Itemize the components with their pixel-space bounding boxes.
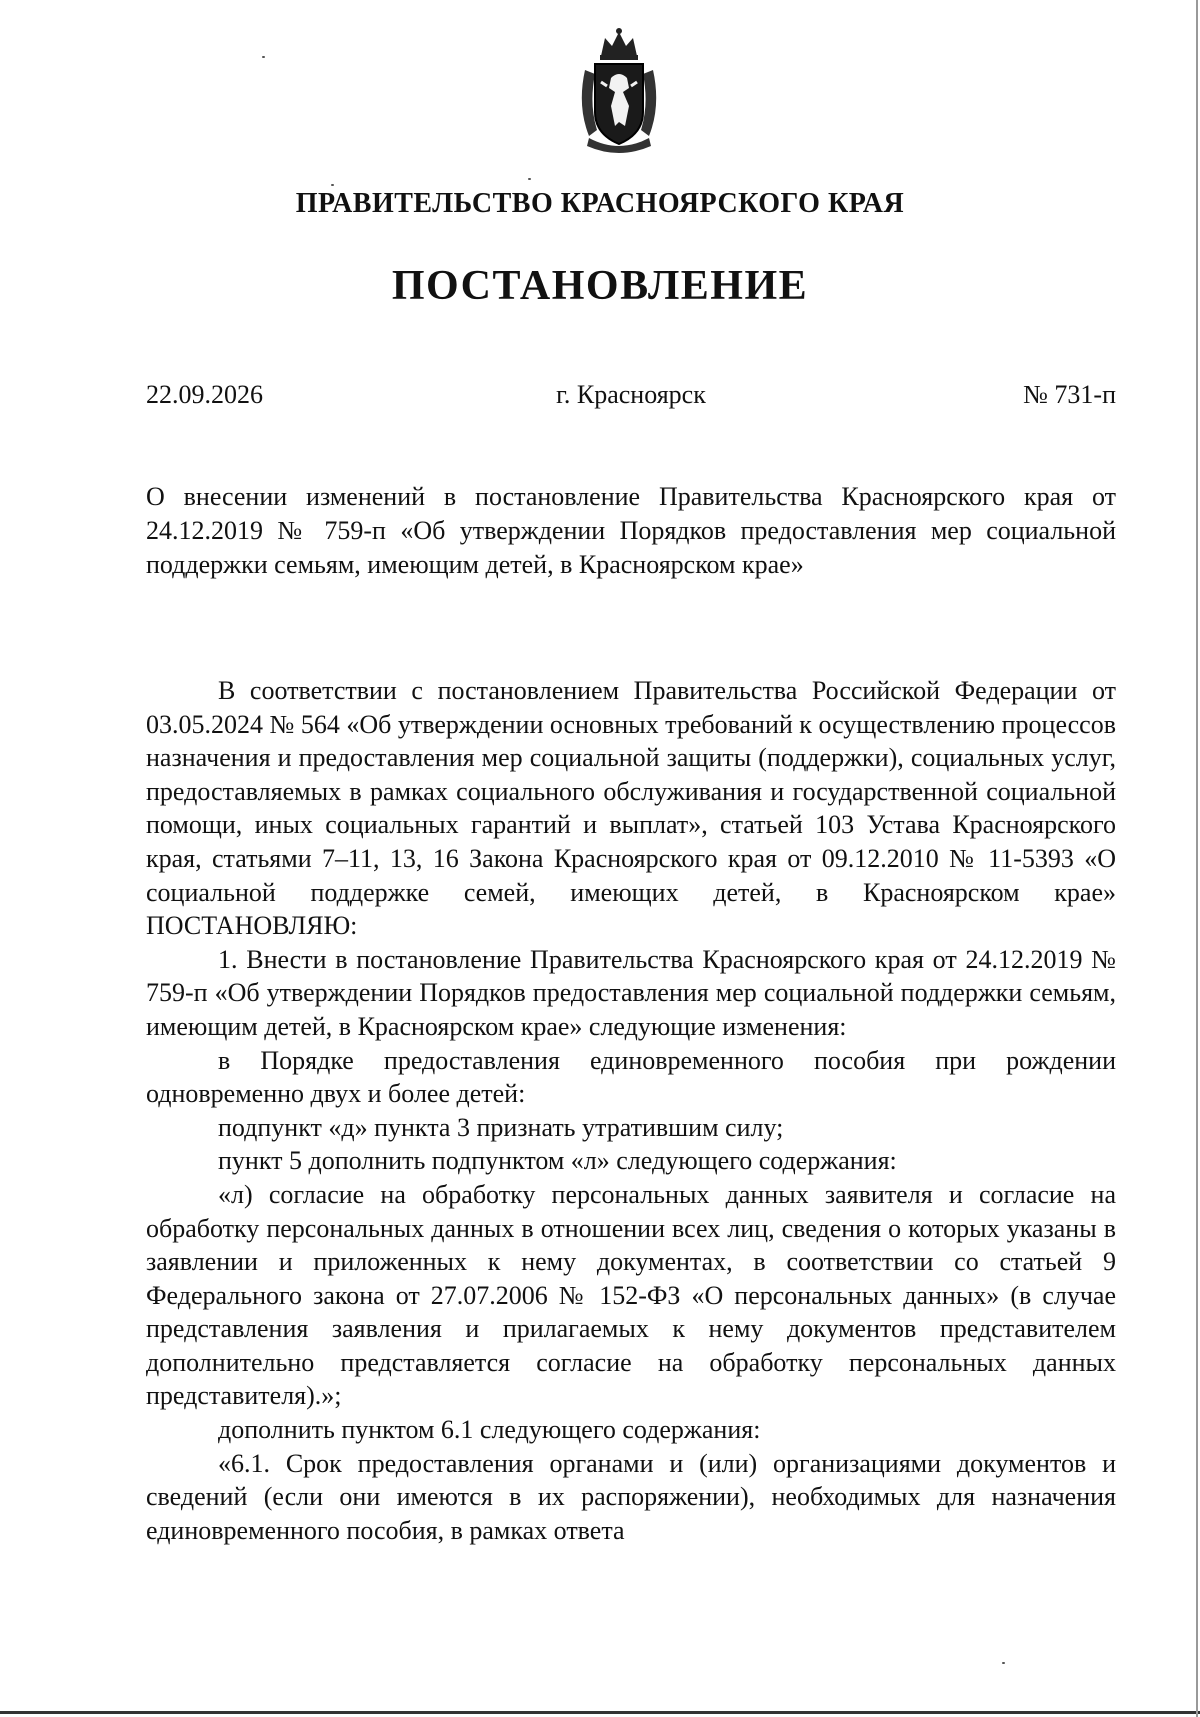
body-paragraph: «6.1. Срок предоставления органами и (или) организациями документов и сведений (если они имеются в их распоряжении), необходимых для назначения единовременного пособия, в рамках ответа (146, 1448, 1116, 1545)
document-city: г. Красноярск (556, 380, 706, 409)
preamble-paragraph: В соответствии с постановлением Правительства Российской Федерации от 03.05.2024 № 564 «Об утверждении основных требований к осуществлению процессов назначения и предоставления мер социальной защиты (поддержки), социальных услуг, предоставляемых в рамках социального обслуживания и государственной социальной помощи, иных социальных гарантий и выплат», статьей 103 Устава Красноярского края, статьями 7–11, 13, 16 Закона Красноярского края от 09.12.2010 № 11-5393 «О социальной поддержке семей, имеющих детей, в Красноярском крае» ПОСТАНОВЛЯЮ: (146, 676, 1116, 941)
body-paragraph: пункт 5 дополнить подпунктом «л» следующего содержания: (218, 1146, 897, 1176)
document-date: 22.09.2026 (146, 380, 263, 409)
scan-edge-bottom (0, 1711, 1200, 1714)
government-name: ПРАВИТЕЛЬСТВО КРАСНОЯРСКОГО КРАЯ (295, 188, 905, 219)
scan-edge-right (1196, 0, 1198, 1717)
scan-speck (262, 56, 265, 58)
document-type-title: ПОСТАНОВЛЕНИЕ (391, 263, 809, 309)
document-meta-row (146, 380, 1116, 416)
body-paragraph: «л) согласие на обработку персональных данных заявителя и согласие на обработку персональных данных в отношении всех лиц, сведения о которых указаны в заявлении и приложенных к нему документах, в соответствии со статьей 9 Федерального закона от 27.07.2006 № 152-ФЗ «О персональных данных» (в случае представления заявления и прилагаемых к нему документов представителем дополнительно представляется согласие на обработку персональных данных представителя).»; (146, 1179, 1116, 1411)
document-body (146, 674, 1116, 1547)
body-paragraph: дополнить пунктом 6.1 следующего содержания: (218, 1415, 761, 1445)
body-paragraph: 1. Внести в постановление Правительства Красноярского края от 24.12.2019 № 759-п «Об утверждении Порядков предоставления мер социальной поддержки семьям, имеющим детей, в Красноярском крае» следующие изменения: (146, 944, 1116, 1041)
document-subject: О внесении изменений в постановление Правительства Красноярского края от 24.12.2019 № 759-п «Об утверждении Порядков предоставления мер социальной поддержки семьям, имеющим детей, в Красноярском крае» (146, 482, 1116, 579)
body-paragraph: в Порядке предоставления единовременного пособия при рождении одновременно двух и более детей: (146, 1045, 1116, 1109)
scan-speck (1002, 1662, 1005, 1664)
scan-speck (528, 178, 531, 180)
body-paragraph: подпункт «д» пункта 3 признать утратившим силу; (218, 1112, 784, 1142)
scan-speck (331, 184, 334, 186)
coat-of-arms-icon (571, 26, 667, 160)
document-number: № 731-п (1023, 380, 1116, 409)
